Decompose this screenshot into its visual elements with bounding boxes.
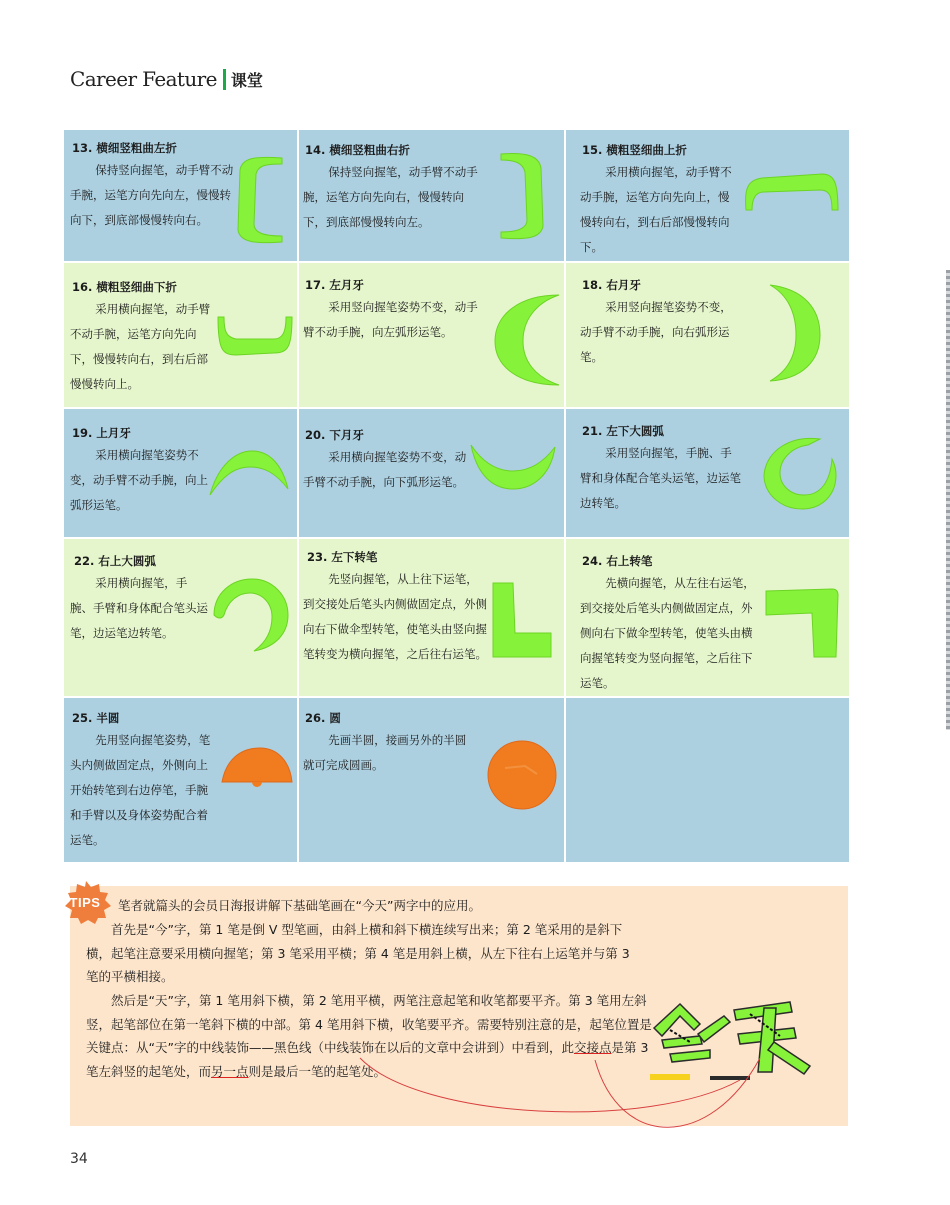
tips-text: 然后是“天”字，第 1 笔用斜下横，第 2 笔用平横，两笔注意起笔和收笔都要平齐。第 3 笔用左斜竖，起笔部位在第一笔斜下横的中部。第 4 笔用斜下横，收笔要平齐。需要特别注意的是，起笔位置是关键点：从“天”字的中线装饰——黑色线（中线装饰在以后的文章中会讲到）中看到，此 bbox=[86, 993, 652, 1056]
stroke-cell-13 bbox=[64, 130, 297, 261]
stroke-title: 26. 圆 bbox=[305, 711, 341, 725]
stroke-description: 采用横向握笔，动手臂不动手腕，运笔方向先向下，慢慢转向右，到右后部慢慢转向上。 bbox=[70, 302, 211, 391]
stroke-cell-empty bbox=[566, 698, 849, 862]
stroke-lesson-grid bbox=[64, 130, 849, 862]
title-divider bbox=[223, 69, 226, 90]
tips-badge-label: TIPS bbox=[69, 895, 101, 910]
stroke-description: 采用横向握笔，手腕、手臂和身体配合笔头运笔，边运笔边转笔。 bbox=[70, 576, 208, 640]
annotation-arrows bbox=[330, 1040, 790, 1150]
stroke-description: 采用竖向握笔姿势不变，动手臂不动手腕，向右弧形运笔。 bbox=[580, 300, 732, 364]
stroke-description: 采用横向握笔姿势不变，动手臂不动手腕，向下弧形运笔。 bbox=[303, 450, 467, 489]
stroke-cell-26 bbox=[299, 698, 564, 862]
turn-lower-left-icon bbox=[489, 579, 555, 663]
stroke-title: 21. 左下大圆弧 bbox=[582, 424, 664, 438]
stroke-title: 23. 左下转笔 bbox=[307, 550, 378, 564]
stroke-cell-14 bbox=[299, 130, 564, 261]
stroke-title: 25. 半圆 bbox=[72, 711, 120, 725]
bracket-right-icon bbox=[495, 150, 551, 244]
stroke-description: 采用竖向握笔姿势不变，动手臂不动手腕，向左弧形运笔。 bbox=[303, 300, 478, 339]
half-circle-icon bbox=[220, 744, 296, 792]
arc-lower-left-icon bbox=[760, 433, 840, 513]
other-point-label: 另一点 bbox=[211, 1063, 249, 1079]
stroke-cell-25 bbox=[64, 698, 297, 862]
page-header bbox=[70, 64, 263, 94]
stroke-cell-16 bbox=[64, 263, 297, 407]
stroke-cell-19 bbox=[64, 409, 297, 537]
stroke-title: 15. 横粗竖细曲上折 bbox=[582, 143, 687, 157]
arc-upper-right-icon bbox=[210, 575, 292, 655]
crescent-right-icon bbox=[766, 281, 826, 385]
stroke-title: 16. 横粗竖细曲下折 bbox=[72, 280, 177, 294]
page-number: 34 bbox=[70, 1151, 88, 1167]
crescent-left-icon bbox=[489, 289, 561, 389]
tray-bottom-icon bbox=[214, 313, 294, 359]
stroke-cell-21 bbox=[566, 409, 849, 537]
stroke-description: 保持竖向握笔，动手臂不动手腕，运笔方向先向右，慢慢转向下，到底部慢慢转向左。 bbox=[303, 165, 478, 229]
stroke-title: 17. 左月牙 bbox=[305, 278, 364, 292]
section-label: 课堂 bbox=[230, 70, 263, 90]
stroke-cell-20 bbox=[299, 409, 564, 537]
stroke-cell-24 bbox=[566, 539, 849, 696]
stroke-title: 18. 右月牙 bbox=[582, 278, 641, 292]
stroke-description: 保持竖向握笔，动手臂不动手腕，运笔方向先向左，慢慢转向下，到底部慢慢转向右。 bbox=[70, 163, 234, 227]
stroke-description: 先用竖向握笔姿势，笔头内侧做固定点，外侧向上开始转笔到右边停笔，手腕和手臂以及身体姿势配合着运笔。 bbox=[70, 733, 211, 847]
stroke-description: 先竖向握笔，从上往下运笔，到交接处后笔头内侧做固定点，外侧向右下做伞型转笔，使笔头由竖向握笔转变为横向握笔，之后往右运笔。 bbox=[303, 572, 487, 661]
page-edge-strip bbox=[946, 270, 950, 730]
stroke-title: 24. 右上转笔 bbox=[582, 554, 653, 568]
tips-text: 则是最后一笔的起笔处。 bbox=[248, 1063, 387, 1079]
stroke-cell-17 bbox=[299, 263, 564, 407]
tips-intro: 笔者就篇头的会员日海报讲解下基础笔画在“今天”两字中的应用。 bbox=[118, 898, 481, 913]
crescent-up-icon bbox=[208, 445, 290, 499]
circle-icon bbox=[485, 738, 559, 812]
stroke-title: 13. 横细竖粗曲左折 bbox=[72, 141, 177, 155]
stroke-cell-18 bbox=[566, 263, 849, 407]
turn-upper-right-icon bbox=[762, 585, 842, 661]
stroke-description: 先画半圆，接画另外的半圆就可完成圆画。 bbox=[303, 733, 467, 772]
stroke-cell-23 bbox=[299, 539, 564, 696]
stroke-title: 14. 横细竖粗曲右折 bbox=[305, 143, 410, 157]
stroke-title: 19. 上月牙 bbox=[72, 426, 131, 440]
crescent-down-icon bbox=[469, 441, 559, 493]
stroke-description: 采用竖向握笔，手腕、手臂和身体配合笔头运笔，边运笔边转笔。 bbox=[580, 446, 741, 510]
tips-paragraph-jin: 首先是“今”字，第 1 笔是倒 V 型笔画，由斜上横和斜下横连续写出来；第 2 笔采用的是斜下横，起笔注意要采用横向握笔；第 3 笔采用平横；第 4 笔是用斜上横，从左下往右上运笔并与第 3 笔的平横相接。 bbox=[86, 922, 630, 985]
stroke-cell-22 bbox=[64, 539, 297, 696]
stroke-title: 20. 下月牙 bbox=[305, 428, 364, 442]
stroke-description: 采用横向握笔，动手臂不动手腕，运笔方向先向上，慢慢转向右，到右后部慢慢转向下。 bbox=[580, 165, 732, 254]
stroke-title: 22. 右上大圆弧 bbox=[74, 554, 156, 568]
stroke-description: 采用横向握笔姿势不变，动手臂不动手腕，向上弧形运笔。 bbox=[70, 448, 208, 512]
magazine-column-title: Career Feature bbox=[70, 67, 217, 91]
stroke-description: 先横向握笔，从左往右运笔，到交接处后笔头内侧做固定点，外侧向右下做伞型转笔，使笔头由横向握笔转变为竖向握笔，之后往下运笔。 bbox=[580, 576, 755, 690]
bracket-left-icon bbox=[232, 152, 292, 248]
arch-top-icon bbox=[742, 170, 842, 218]
junction-point-label: 交接点 bbox=[573, 1040, 612, 1056]
stroke-cell-15 bbox=[566, 130, 849, 261]
tips-text: 是第 3 笔左斜竖的起笔处，而 bbox=[86, 1040, 649, 1079]
